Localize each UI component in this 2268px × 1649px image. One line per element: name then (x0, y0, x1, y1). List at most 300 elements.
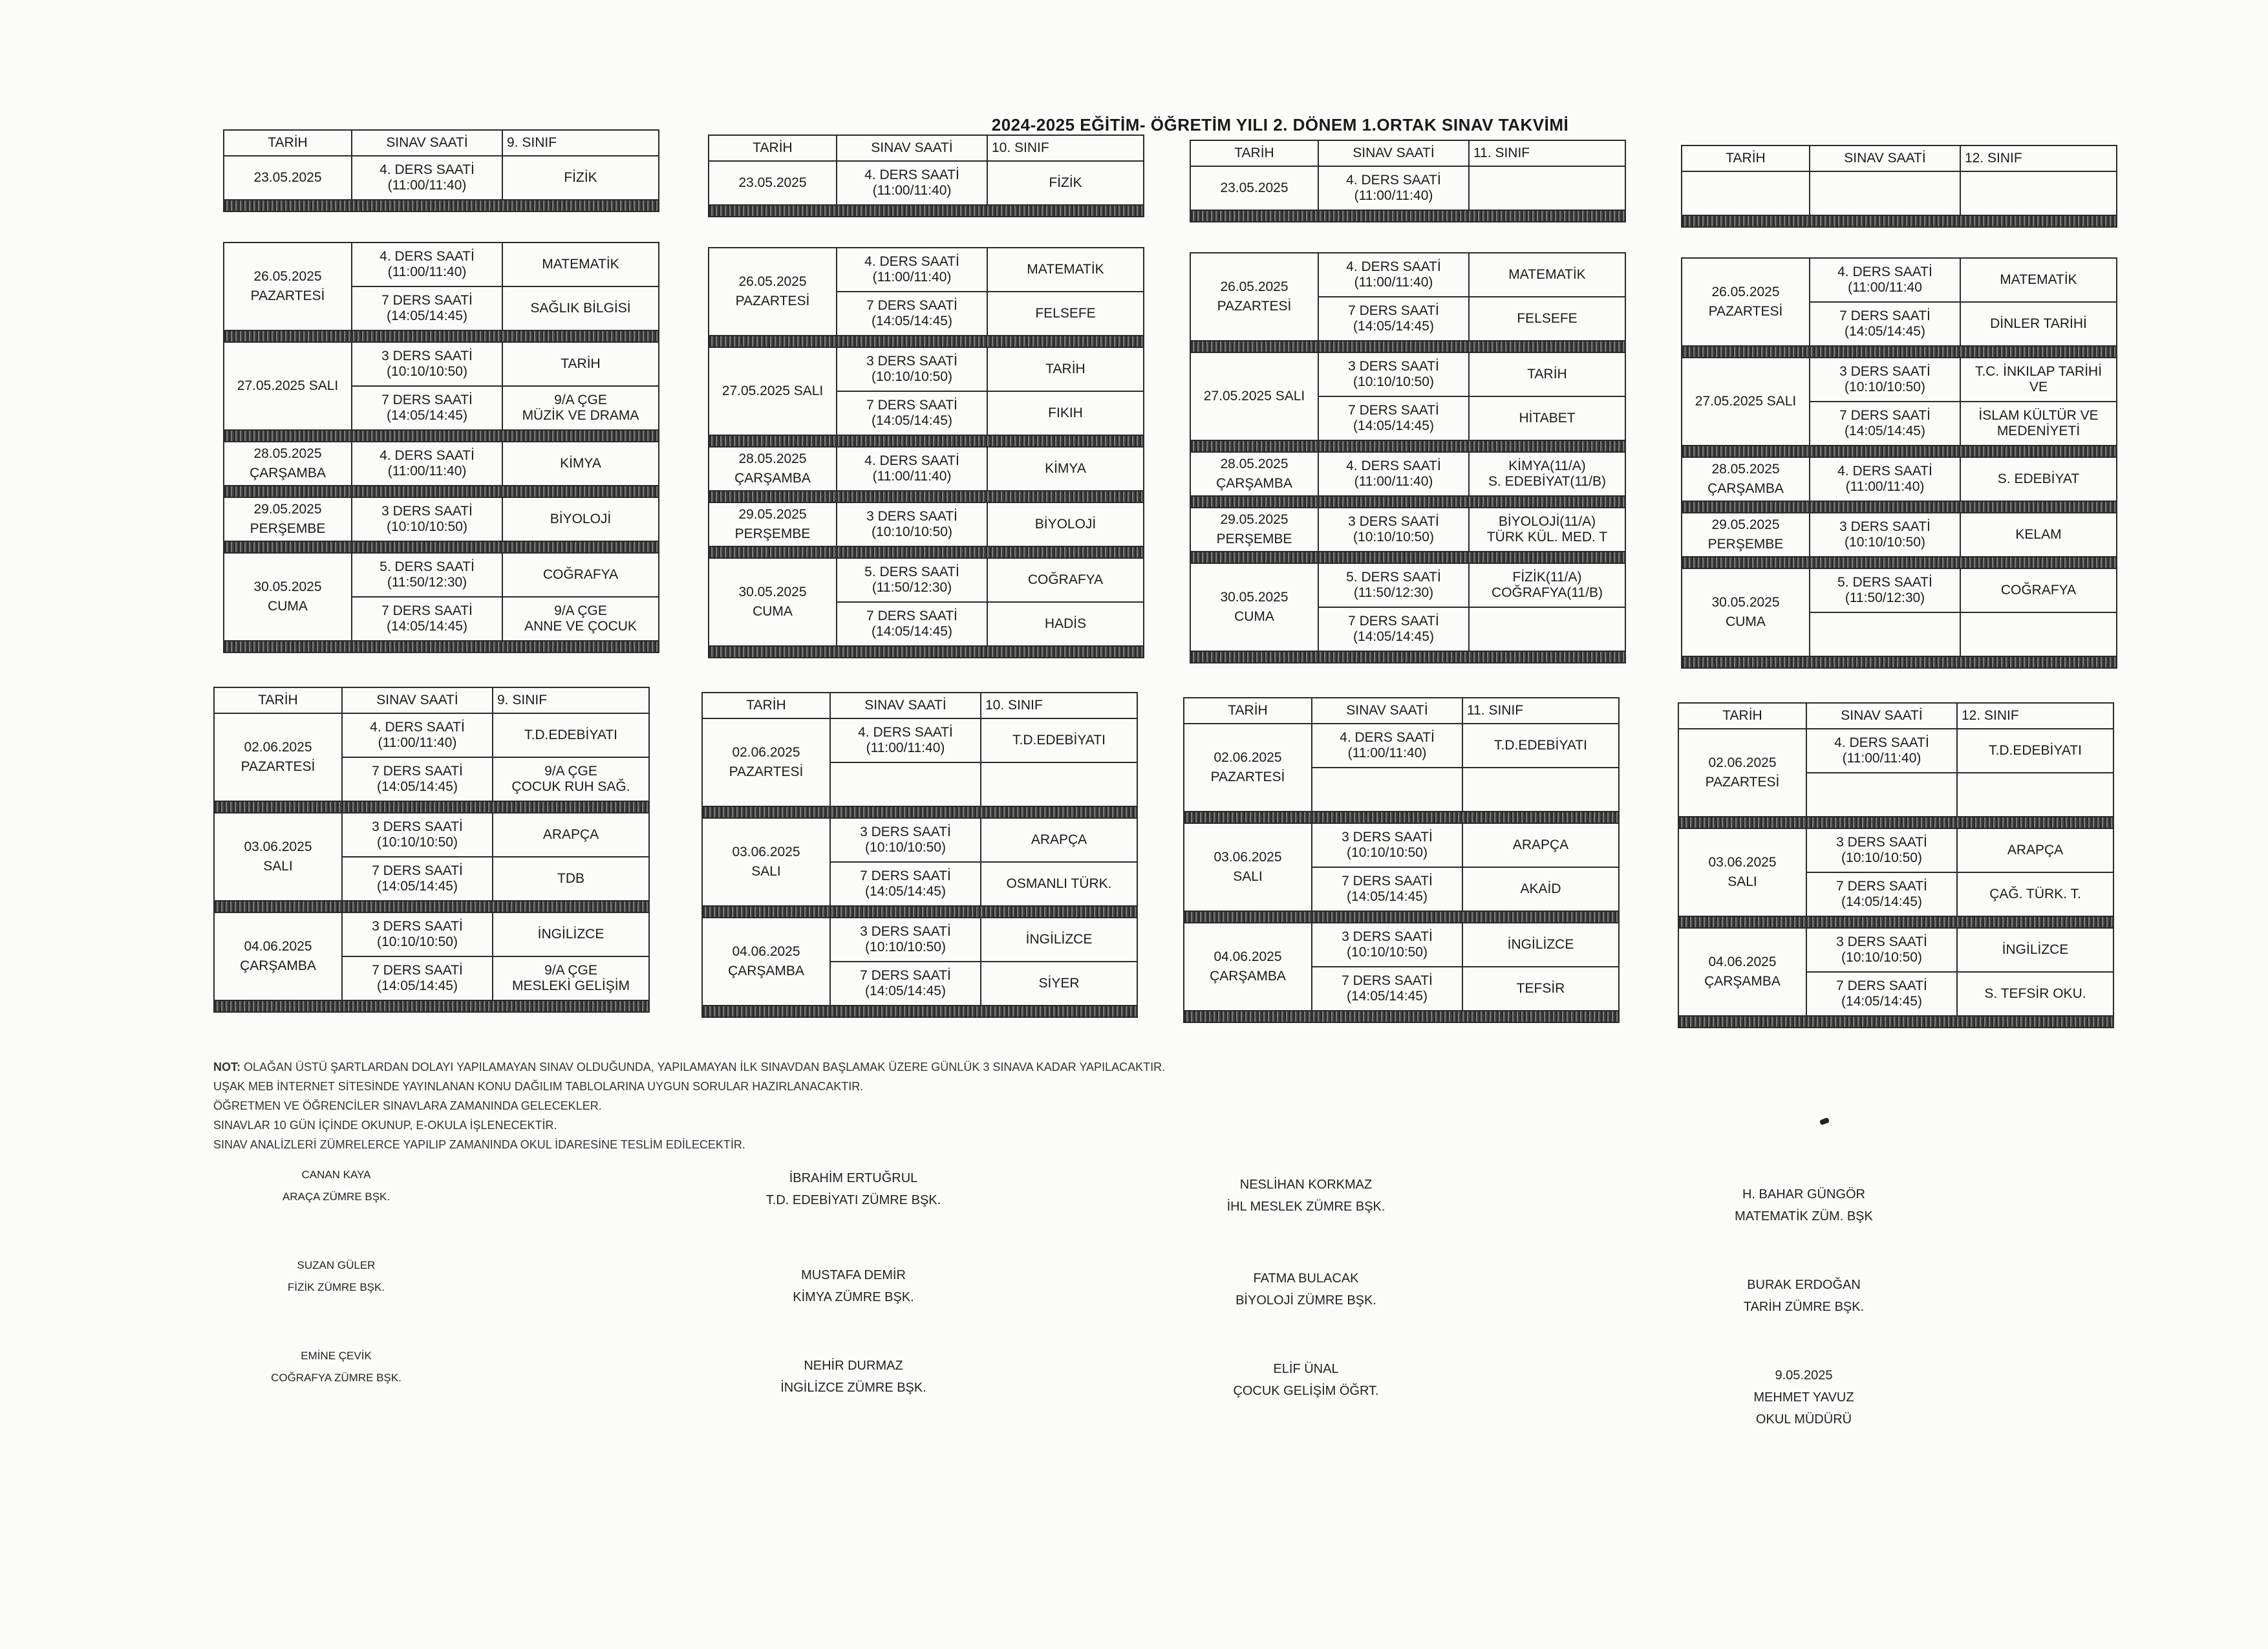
date-header: TARİH (224, 130, 352, 156)
note-line (213, 1096, 1765, 1116)
exam-subject-line: ARAPÇA (542, 827, 599, 842)
exam-time (830, 862, 981, 906)
exam-date (1184, 923, 1312, 1011)
exam-slot-row (709, 161, 1144, 205)
exam-time (1810, 402, 1960, 446)
exam-time-line: (11:00/11:40) (872, 183, 952, 198)
exam-subject (1957, 828, 2113, 872)
exam-date (1184, 724, 1312, 812)
exam-subject-line: T.D.EDEBİYATI (1494, 738, 1587, 753)
spacer-row (224, 211, 659, 242)
exam-time-line: 7 DERS SAATİ (866, 398, 957, 413)
exam-subject (1960, 513, 2117, 557)
exam-subject-line: MATEMATİK (1508, 267, 1586, 282)
principal-name: MEHMET YAVUZ (1753, 1390, 1854, 1405)
day-separator (224, 330, 659, 342)
day-separator (1682, 656, 2117, 668)
exam-date-line: 29.05.2025 (1711, 517, 1780, 532)
exam-subject-line: MATEMATİK (1027, 262, 1104, 277)
separator-band (709, 491, 1144, 502)
exam-date-line: ÇARŞAMBA (728, 964, 804, 978)
exam-date-line: 02.06.2025 (244, 740, 312, 755)
exam-time (1806, 773, 1957, 817)
exam-time (830, 818, 981, 862)
exam-time-line: (10:10/10:50) (387, 364, 467, 379)
exam-subject-line: ARAPÇA (1031, 832, 1087, 847)
day-separator (1678, 916, 2113, 928)
separator-band (1190, 440, 1625, 452)
exam-date-line: 02.06.2025 (732, 745, 800, 760)
exam-time-line: 7 DERS SAATİ (1348, 614, 1439, 629)
exam-time (1312, 768, 1462, 812)
exam-subject-line: COĞRAFYA(11/B) (1492, 585, 1603, 600)
separator-band (1190, 651, 1625, 663)
exam-time-line: 3 DERS SAATİ (1342, 929, 1433, 944)
exam-time-line: 3 DERS SAATİ (866, 509, 957, 524)
exam-time (1810, 358, 1960, 402)
exam-subject-line: İNGİLİZCE (537, 927, 604, 942)
exam-subject-line: ARAPÇA (1512, 837, 1569, 852)
signatory-role: T.D. EDEBİYATI ZÜMRE BŞK. (765, 1193, 941, 1207)
day-separator (1682, 346, 2117, 358)
time-header: SINAV SAATİ (352, 130, 502, 156)
exam-subject-line: ÇAĞ. TÜRK. T. (1989, 887, 2081, 901)
exam-time-line: 3 DERS SAATİ (381, 349, 473, 363)
exam-time-line: 4. DERS SAATİ (380, 448, 475, 463)
exam-subject (1960, 302, 2117, 346)
exam-date-line: 03.06.2025 (732, 845, 800, 859)
exam-subject-line: MEDENİYETİ (1996, 424, 2081, 438)
exam-table-12-sinif (1681, 145, 2117, 669)
day-separator (709, 205, 1144, 217)
signature-block (698, 1355, 1009, 1399)
class-header: 9. SINIF (493, 687, 649, 713)
exam-date-line: PAZARTESİ (250, 288, 325, 303)
exam-subject-line: KELAM (2015, 527, 2062, 542)
exam-time (1312, 823, 1462, 867)
separator-band (224, 486, 659, 497)
exam-subject-line: FİZİK(11/A) (1512, 570, 1582, 585)
exam-time-line: 4. DERS SAATİ (1346, 259, 1441, 274)
exam-time-line: 3 DERS SAATİ (860, 924, 951, 939)
exam-slot-row (214, 912, 649, 956)
exam-subject (502, 156, 659, 200)
exam-subject (987, 391, 1144, 435)
exam-date-line: PAZARTESİ (735, 294, 810, 308)
exam-date (1190, 563, 1318, 651)
signatory-name: MUSTAFA DEMİR (801, 1268, 906, 1282)
day-separator (1678, 1016, 2113, 1028)
exam-slot-row (214, 713, 649, 757)
header-row (709, 135, 1144, 161)
exam-subject-line: DİNLER TARİHİ (1990, 316, 2087, 331)
exam-subject-line: 9/A ÇGE (544, 963, 597, 978)
separator-band (709, 205, 1144, 217)
exam-time-line: (10:10/10:50) (1347, 945, 1428, 960)
exam-time-line: (14:05/14:45) (1841, 894, 1922, 909)
exam-time (352, 442, 502, 486)
signatory-role: FİZİK ZÜMRE BŞK. (287, 1281, 385, 1293)
separator-band (1190, 552, 1625, 563)
exam-time-line: (10:10/10:50) (1845, 535, 1925, 550)
note-line (213, 1116, 1765, 1135)
exam-time-line: (11:50/12:30) (387, 575, 467, 590)
exam-date (224, 442, 352, 486)
exam-slot-row (224, 156, 659, 200)
exam-time (352, 286, 502, 330)
exam-subject (987, 292, 1144, 336)
exam-date (224, 242, 352, 330)
exam-subject-line: VE (2029, 380, 2048, 394)
exam-table-10-sinif (708, 135, 1144, 658)
exam-subject-line: T.D.EDEBİYATI (1989, 743, 2082, 758)
day-separator (702, 1006, 1137, 1017)
exam-subject-line: T.C. İNKILAP TARİHİ (1974, 364, 2102, 379)
exam-subject (1469, 396, 1625, 440)
date-header: TARİH (1678, 703, 1806, 729)
exam-date-line: 04.06.2025 (1708, 954, 1777, 969)
exam-time-line: 4. DERS SAATİ (380, 162, 475, 177)
exam-slot-row (224, 342, 659, 386)
exam-subject (987, 248, 1144, 292)
exam-time-line: 4. DERS SAATİ (864, 254, 959, 269)
exam-date-line: 04.06.2025 (244, 939, 312, 954)
exam-slot-row (1184, 724, 1619, 768)
separator-band (1682, 501, 2117, 513)
exam-subject-line: T.D.EDEBİYATI (524, 727, 617, 742)
exam-slot-row (1190, 253, 1625, 297)
exam-time-line: 4. DERS SAATİ (858, 725, 953, 740)
exam-subject (981, 962, 1137, 1006)
exam-date-line: 26.05.2025 (738, 274, 807, 289)
exam-subject-line: S. EDEBİYAT(11/B) (1488, 474, 1607, 489)
exam-time-line: (11:00/11:40 (1848, 280, 1922, 295)
exam-subject (1960, 402, 2117, 446)
exam-time-line: 7 DERS SAATİ (866, 609, 957, 623)
exam-subject (493, 857, 649, 901)
day-separator (224, 486, 659, 497)
exam-time-line: (14:05/14:45) (865, 884, 946, 899)
exam-date (1678, 828, 1806, 916)
exam-date (224, 156, 352, 200)
exam-table (1190, 140, 1626, 663)
exam-slot-row (709, 447, 1144, 491)
separator-band (1184, 1011, 1619, 1022)
signatory-name: CANAN KAYA (301, 1169, 371, 1181)
time-header: SINAV SAATİ (1318, 140, 1469, 166)
exam-time-line: (14:05/14:45) (1347, 989, 1428, 1004)
notes-section (213, 1057, 1765, 1154)
exam-subject (1469, 352, 1625, 396)
principal-signature (1668, 1364, 1940, 1430)
exam-time-line: 4. DERS SAATİ (1834, 735, 1929, 750)
exam-date-line: CUMA (268, 599, 308, 614)
exam-time-line: (11:00/11:40) (387, 178, 467, 193)
exam-subject (502, 286, 659, 330)
exam-subject (987, 502, 1144, 546)
signature-block (1157, 1174, 1455, 1218)
exam-subject-line: KİMYA(11/A) (1508, 458, 1586, 473)
exam-time-line: (10:10/10:50) (377, 835, 458, 850)
signatory-role: İHL MESLEK ZÜMRE BŞK. (1226, 1200, 1385, 1214)
exam-date-line: SALI (1728, 874, 1757, 889)
time-header: SINAV SAATİ (837, 135, 987, 161)
exam-date-line: PERŞEMBE (734, 526, 811, 541)
exam-subject-line: HİTABET (1519, 411, 1576, 426)
signature-block (1668, 1183, 1940, 1227)
exam-time (342, 713, 493, 757)
exam-subject (1957, 773, 2113, 817)
signatory-role: ÇOCUK GELİŞİM ÖĞRT. (1233, 1384, 1379, 1398)
exam-time-line: (14:05/14:45) (377, 779, 458, 794)
time-header: SINAV SAATİ (342, 687, 493, 713)
exam-subject (493, 912, 649, 956)
exam-slot-row (1682, 568, 2117, 612)
day-separator (702, 806, 1137, 818)
exam-subject (493, 713, 649, 757)
spacer-row (709, 217, 1144, 248)
day-separator (214, 901, 649, 912)
exam-date (1190, 253, 1318, 341)
exam-subject (981, 918, 1137, 962)
header-row (214, 687, 649, 713)
exam-subject (1960, 258, 2117, 302)
exam-subject-line: KİMYA (560, 456, 601, 471)
exam-subject-line: MATEMATİK (542, 257, 619, 272)
header-row (224, 130, 659, 156)
exam-date (1678, 928, 1806, 1016)
exam-time-line: (11:00/11:40) (1354, 474, 1433, 489)
exam-subject (981, 762, 1137, 806)
exam-time-line: 3 DERS SAATİ (1839, 519, 1931, 534)
exam-table (1183, 697, 1620, 1023)
exam-time (1806, 828, 1957, 872)
exam-time-line: 4. DERS SAATİ (1346, 458, 1441, 473)
exam-date (709, 248, 837, 336)
exam-time-line: (11:00/11:40) (872, 270, 952, 285)
separator-band (1682, 346, 2117, 358)
exam-time-line: 5. DERS SAATİ (1346, 570, 1441, 585)
exam-time-line: 7 DERS SAATİ (1342, 874, 1433, 889)
exam-time-line: 7 DERS SAATİ (372, 863, 463, 878)
exam-date-line: PAZARTESİ (1217, 299, 1292, 314)
spacer-cell (224, 211, 659, 242)
spacer-cell (1682, 227, 2117, 258)
signature-block (233, 1255, 440, 1299)
class-header: 9. SINIF (502, 130, 659, 156)
signature-block (233, 1164, 440, 1208)
exam-slot-row (214, 813, 649, 857)
exam-time (830, 762, 981, 806)
exam-time (1318, 297, 1469, 341)
exam-time (1312, 967, 1462, 1011)
exam-time-line: 4. DERS SAATİ (1837, 264, 1932, 279)
exam-subject-line: 9/A ÇGE (554, 393, 607, 407)
exam-table-9-sinif (213, 687, 650, 1013)
exam-date (1190, 166, 1318, 210)
exam-time (1810, 513, 1960, 557)
exam-time-line: (11:00/11:40) (1354, 275, 1433, 290)
exam-date (1190, 452, 1318, 496)
day-separator (1682, 215, 2117, 227)
day-separator (224, 641, 659, 652)
exam-time-line: (11:00/11:40) (387, 264, 467, 279)
exam-table-9-sinif (223, 129, 659, 653)
exam-time-line: 5. DERS SAATİ (864, 565, 959, 579)
exam-subject (1957, 972, 2113, 1016)
separator-band (709, 646, 1144, 658)
exam-time (352, 497, 502, 541)
day-separator (1682, 557, 2117, 568)
day-separator (709, 435, 1144, 447)
exam-time-line: (11:00/11:40) (866, 740, 945, 755)
day-separator (1190, 496, 1625, 508)
exam-subject-line: TEFSİR (1516, 981, 1565, 996)
exam-slot-row (1190, 508, 1625, 552)
signatory-name: NEHİR DURMAZ (804, 1359, 903, 1373)
exam-date-line: ÇARŞAMBA (1704, 974, 1781, 989)
exam-date-line: SALI (751, 864, 781, 879)
exam-subject-line: MESLEKİ GELİŞİM (511, 978, 630, 993)
exam-table (1681, 145, 2117, 669)
separator-band (214, 901, 649, 912)
exam-subject (1469, 607, 1625, 651)
exam-subject-line: FELSEFE (1035, 306, 1096, 321)
separator-band (1682, 656, 2117, 668)
date-header: TARİH (1190, 140, 1318, 166)
signatory-role: COĞRAFYA ZÜMRE BŞK. (271, 1372, 401, 1384)
exam-date-line: 27.05.2025 SALI (237, 378, 339, 393)
exam-subject-line: HADİS (1044, 616, 1087, 631)
day-separator (709, 491, 1144, 502)
exam-time (1312, 867, 1462, 911)
exam-time-line: (14:05/14:45) (1841, 994, 1922, 1009)
exam-date-line: 03.06.2025 (1214, 850, 1282, 865)
separator-band (1678, 817, 2113, 828)
signatory-name: FATMA BULACAK (1253, 1271, 1359, 1286)
separator-band (1184, 911, 1619, 923)
exam-subject-line: MATEMATİK (2000, 272, 2077, 287)
exam-date-line: PERŞEMBE (1707, 537, 1784, 552)
exam-time-line: (10:10/10:50) (865, 940, 946, 954)
exam-time-line: 7 DERS SAATİ (860, 968, 951, 983)
time-header: SINAV SAATİ (830, 693, 981, 718)
signatory-role: KİMYA ZÜMRE BŞK. (793, 1290, 914, 1304)
exam-subject-line: TARİH (1527, 367, 1567, 382)
exam-time-line: 7 DERS SAATİ (381, 293, 473, 308)
exam-time (1806, 972, 1957, 1016)
exam-time (1318, 166, 1469, 210)
exam-time-line: 7 DERS SAATİ (1348, 303, 1439, 318)
spacer-cell (709, 217, 1144, 248)
exam-date (224, 553, 352, 641)
exam-slot-row (1682, 513, 2117, 557)
exam-date (1682, 513, 1810, 557)
exam-time (342, 956, 493, 1000)
exam-time-line: 4. DERS SAATİ (380, 249, 475, 264)
exam-time-line: 3 DERS SAATİ (381, 504, 473, 519)
exam-date (224, 497, 352, 541)
exam-time-line: 7 DERS SAATİ (1836, 978, 1927, 993)
exam-date (214, 912, 342, 1000)
separator-band (1184, 812, 1619, 823)
exam-subject-line: ÇOCUK RUH SAĞ. (511, 779, 630, 794)
exam-subject-line: COĞRAFYA (542, 567, 619, 582)
separator-band (1678, 1016, 2113, 1028)
exam-subject-line: AKAİD (1520, 881, 1561, 896)
exam-subject (493, 757, 649, 801)
exam-time (837, 558, 987, 602)
exam-slot-row (1184, 923, 1619, 967)
exam-time-line: (10:10/10:50) (865, 840, 946, 855)
exam-time-line: (11:50/12:30) (1353, 585, 1434, 600)
exam-subject (987, 447, 1144, 491)
exam-slot-row (1678, 828, 2113, 872)
exam-slot-row (1678, 729, 2113, 773)
exam-date-line: SALI (1233, 869, 1263, 884)
exam-subject (1469, 166, 1625, 210)
exam-time-line: (14:05/14:45) (387, 408, 467, 423)
exam-time-line: (14:05/14:45) (377, 879, 458, 894)
separator-band (1190, 210, 1625, 222)
exam-date-line: PAZARTESİ (729, 764, 804, 779)
exam-time (837, 391, 987, 435)
exam-date-line: 28.05.2025 (738, 451, 807, 466)
exam-date-line: 27.05.2025 SALI (722, 383, 824, 398)
separator-band (1682, 446, 2117, 457)
exam-date (1682, 171, 1810, 215)
exam-subject-line: 9/A ÇGE (554, 603, 607, 618)
exam-subject-line: TDB (557, 871, 584, 886)
exam-table-12-sinif (1678, 702, 2114, 1028)
time-header: SINAV SAATİ (1312, 698, 1462, 724)
signature-block (698, 1264, 1009, 1308)
exam-time-line: (10:10/10:50) (1841, 950, 1922, 965)
exam-table-10-sinif (701, 692, 1138, 1018)
exam-time (1810, 258, 1960, 302)
day-separator (702, 906, 1137, 918)
day-separator (224, 541, 659, 553)
day-separator (1184, 812, 1619, 823)
exam-time (1810, 171, 1960, 215)
exam-time-line: (14:05/14:45) (377, 978, 458, 993)
exam-subject-line: COĞRAFYA (1027, 572, 1104, 587)
exam-subject (1957, 729, 2113, 773)
separator-band (702, 1006, 1137, 1017)
signatory-name: BURAK ERDOĞAN (1747, 1278, 1861, 1292)
exam-date-line: 03.06.2025 (1708, 855, 1777, 870)
exam-date-line: 28.05.2025 (253, 446, 322, 461)
separator-band (214, 801, 649, 813)
exam-time-line: (10:10/10:50) (1841, 850, 1922, 865)
exam-date-line: 30.05.2025 (1711, 595, 1780, 610)
exam-subject (1469, 253, 1625, 297)
separator-band (709, 546, 1144, 558)
exam-slot-row (1682, 457, 2117, 501)
exam-slot-row (709, 558, 1144, 602)
exam-time-line: 7 DERS SAATİ (866, 298, 957, 313)
exam-subject (502, 553, 659, 597)
exam-subject-line: TARİH (1045, 361, 1086, 376)
exam-slot-row (1184, 823, 1619, 867)
exam-date-line: 27.05.2025 SALI (1203, 389, 1305, 404)
exam-date-line: PAZARTESİ (1708, 304, 1783, 319)
signatory-role: TARİH ZÜMRE BŞK. (1743, 1300, 1865, 1314)
exam-time (342, 757, 493, 801)
exam-time-line: (14:05/14:45) (1353, 418, 1434, 433)
exam-time (837, 248, 987, 292)
exam-subject-line: SAĞLIK BİLGİSİ (530, 301, 631, 316)
